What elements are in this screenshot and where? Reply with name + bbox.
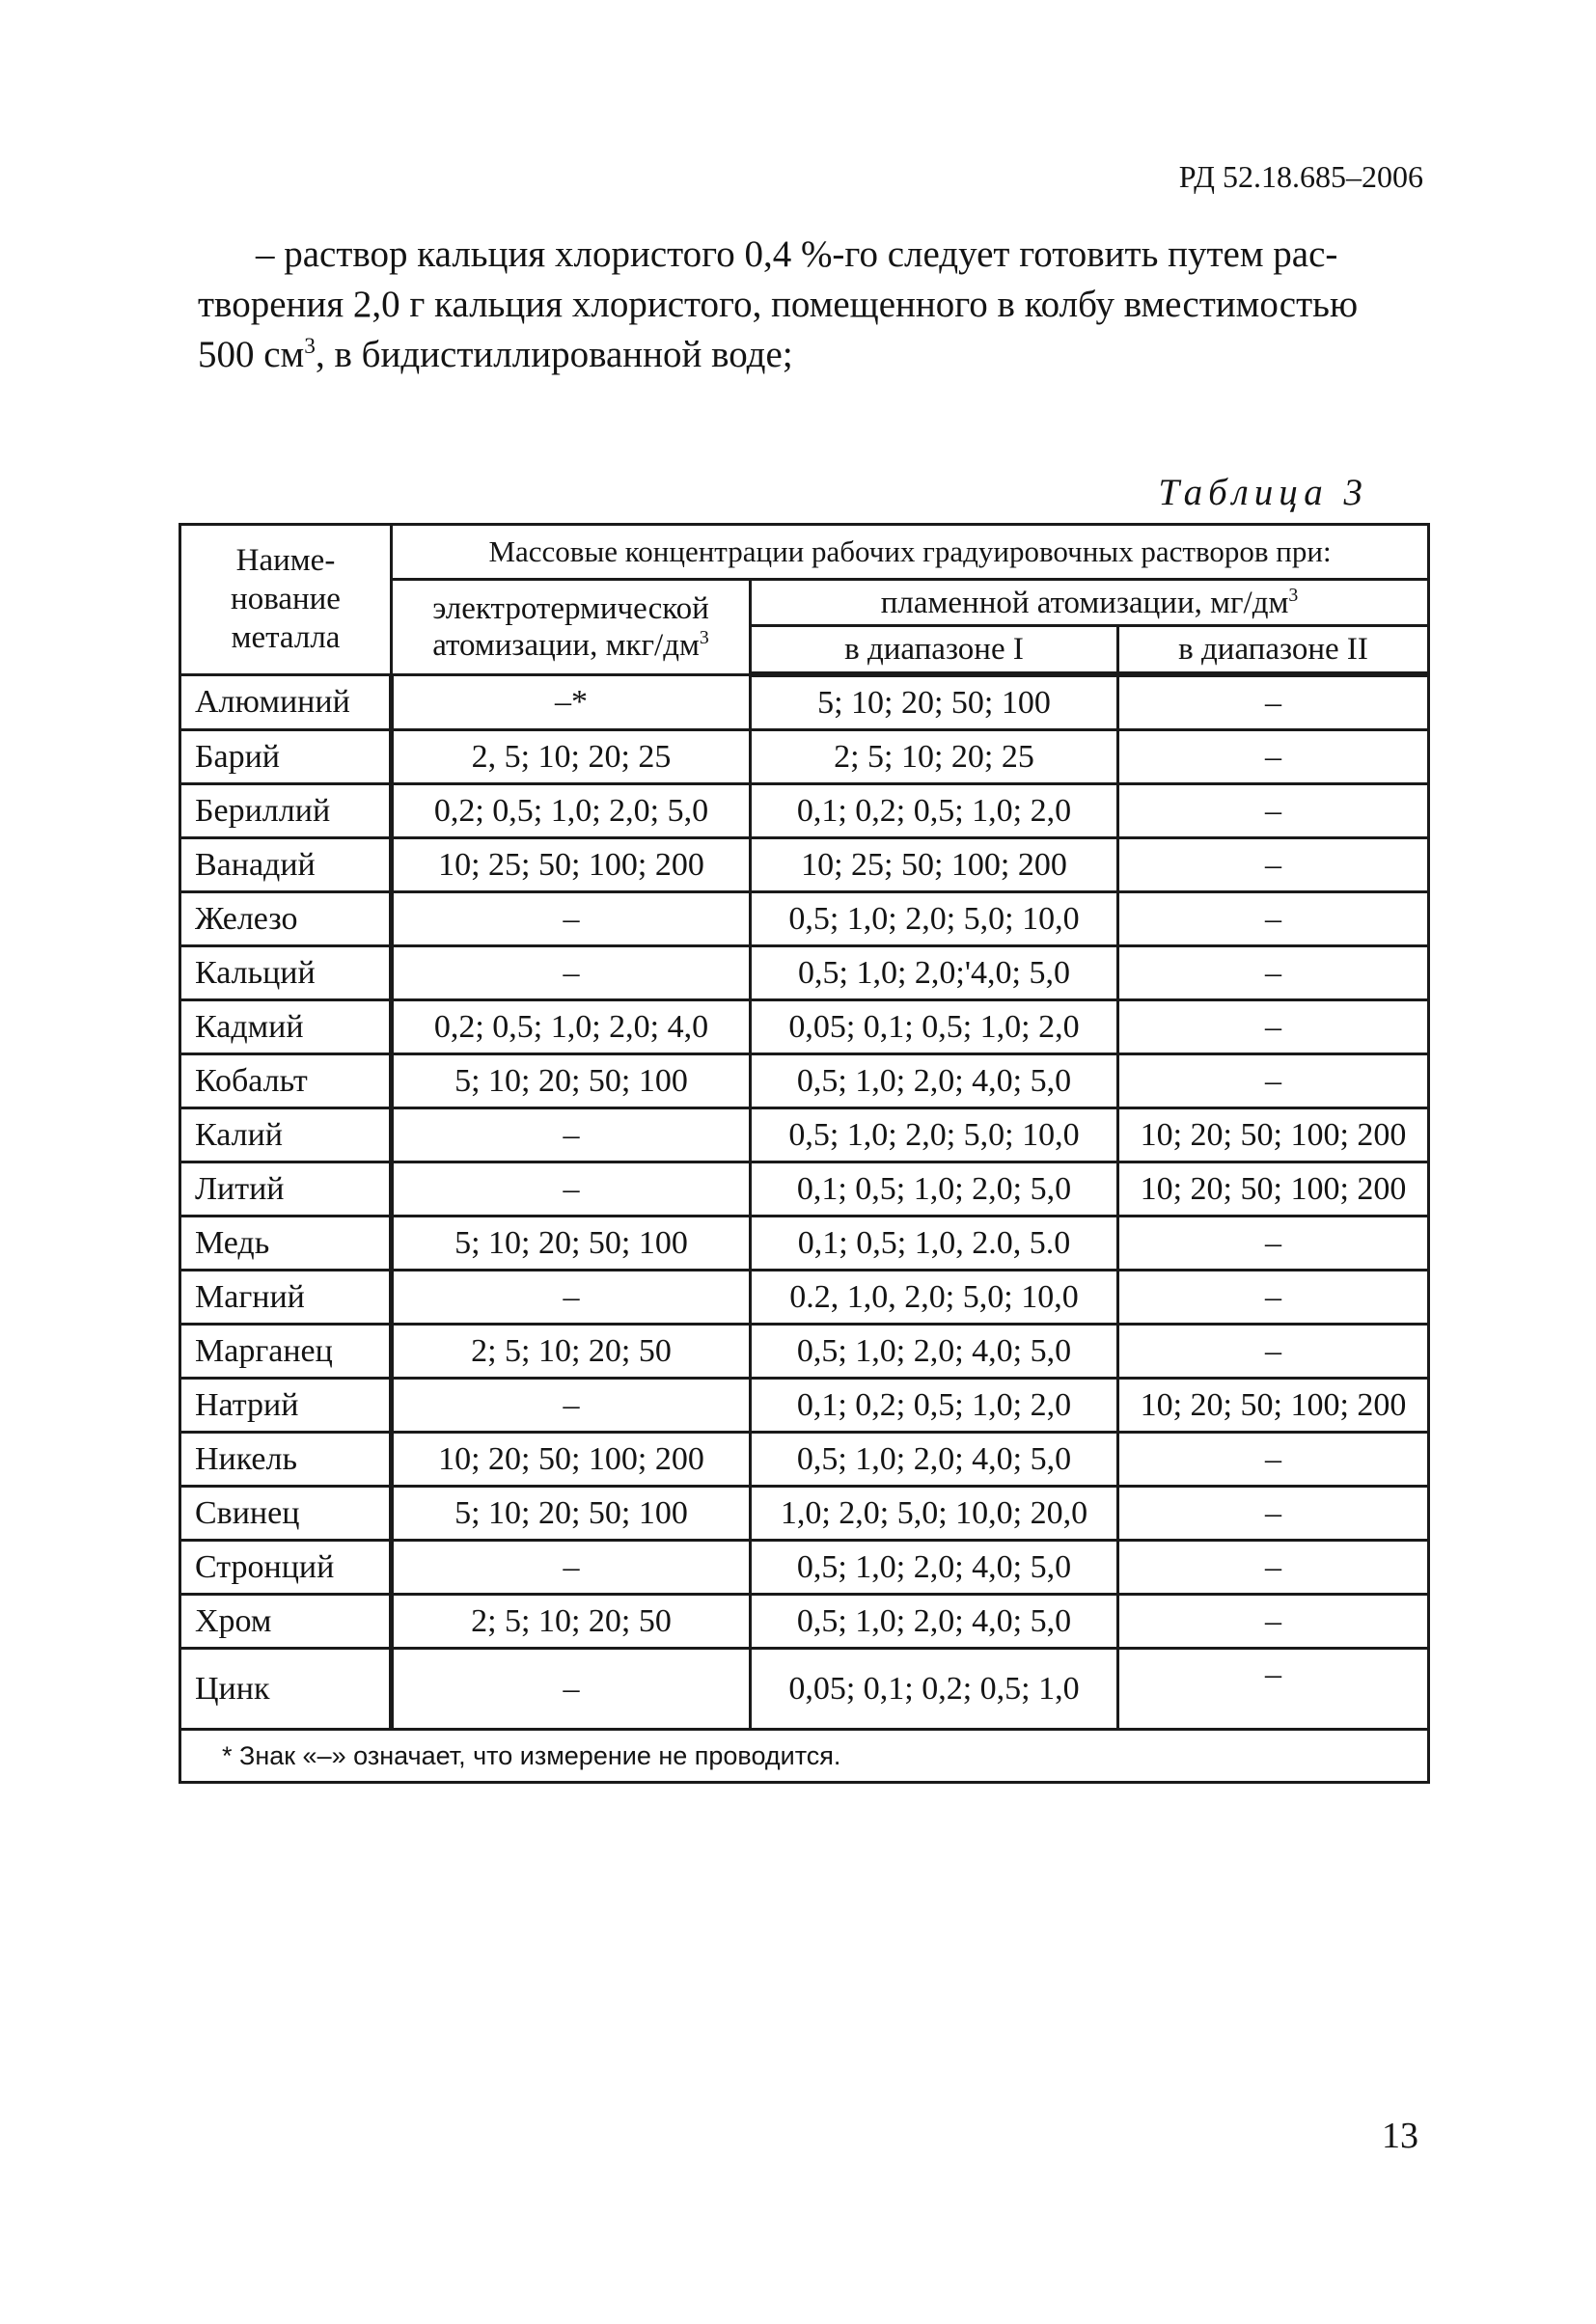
range-2-cell: – — [1118, 1541, 1429, 1595]
paragraph-line-1: – раствор кальция хлористого 0,4 %-го следует готовить путем рас- — [256, 233, 1338, 275]
header-flame — [751, 580, 1429, 626]
superscript-3: 3 — [304, 334, 316, 359]
metal-name-cell: Кадмий — [180, 1000, 392, 1054]
metal-name-cell: Калий — [180, 1108, 392, 1162]
table-row — [180, 838, 1429, 892]
page-number: 13 — [1382, 2116, 1418, 2156]
paragraph-line-3 — [198, 330, 1428, 380]
range-1-cell: 0,5; 1,0; 2,0; 4,0; 5,0 — [751, 1054, 1118, 1108]
header-electrothermal — [392, 580, 751, 675]
range-2-cell: – — [1118, 1217, 1429, 1271]
header-range-2: в диапазоне II — [1118, 626, 1429, 675]
range-2-cell: – — [1118, 730, 1429, 784]
range-1-cell: 0,5; 1,0; 2,0; 4,0; 5,0 — [751, 1433, 1118, 1487]
metal-name-cell: Хром — [180, 1595, 392, 1649]
header-mass-concentrations: Массовые концентрации рабочих градуировочных растворов при: — [392, 525, 1429, 580]
header-flame-text: пламенной атомизации, мг/дм — [880, 585, 1289, 620]
metal-name-cell: Цинк — [180, 1649, 392, 1730]
metal-name-cell: Никель — [180, 1433, 392, 1487]
metal-name-cell: Кобальт — [180, 1054, 392, 1108]
range-2-cell: – — [1118, 892, 1429, 946]
range-1-cell: 0,5; 1,0; 2,0; 5,0; 10,0 — [751, 1108, 1118, 1162]
table-row — [180, 1162, 1429, 1217]
range-1-cell: 1,0; 2,0; 5,0; 10,0; 20,0 — [751, 1487, 1118, 1541]
header-range-1: в диапазоне I — [751, 626, 1118, 675]
table-row — [180, 730, 1429, 784]
metal-name-cell: Барий — [180, 730, 392, 784]
metal-name-cell: Железо — [180, 892, 392, 946]
electrothermal-cell: 10; 25; 50; 100; 200 — [392, 838, 751, 892]
electrothermal-cell: 0,2; 0,5; 1,0; 2,0; 4,0 — [392, 1000, 751, 1054]
electrothermal-cell: – — [392, 1108, 751, 1162]
range-1-cell: 10; 25; 50; 100; 200 — [751, 838, 1118, 892]
electrothermal-cell: 5; 10; 20; 50; 100 — [392, 1217, 751, 1271]
metal-name-cell: Магний — [180, 1271, 392, 1325]
metal-name-cell: Стронций — [180, 1541, 392, 1595]
range-2-cell: – — [1118, 838, 1429, 892]
table-row — [180, 1271, 1429, 1325]
metal-name-cell: Марганец — [180, 1325, 392, 1379]
electrothermal-cell: 5; 10; 20; 50; 100 — [392, 1487, 751, 1541]
table-row — [180, 892, 1429, 946]
range-1-cell: 0,1; 0,2; 0,5; 1,0; 2,0 — [751, 784, 1118, 838]
metal-name-cell: Ванадий — [180, 838, 392, 892]
range-2-cell: – — [1118, 946, 1429, 1000]
header-metal-name-text: Наиме- нование металла — [231, 543, 341, 656]
electrothermal-cell: – — [392, 1649, 751, 1730]
metal-name-cell: Свинец — [180, 1487, 392, 1541]
electrothermal-cell: 5; 10; 20; 50; 100 — [392, 1054, 751, 1108]
range-2-cell: – — [1118, 674, 1429, 730]
table-row — [180, 1000, 1429, 1054]
electrothermal-cell: 2; 5; 10; 20; 50 — [392, 1325, 751, 1379]
metal-name-cell: Литий — [180, 1162, 392, 1217]
concentrations-table — [179, 523, 1430, 1784]
range-1-cell: 0,5; 1,0; 2,0; 4,0; 5,0 — [751, 1325, 1118, 1379]
electrothermal-cell: – — [392, 946, 751, 1000]
range-1-cell: 5; 10; 20; 50; 100 — [751, 674, 1118, 730]
electrothermal-cell: – — [392, 1271, 751, 1325]
table-row — [180, 1487, 1429, 1541]
range-2-cell: – — [1118, 784, 1429, 838]
range-2-cell: – — [1118, 1433, 1429, 1487]
range-2-cell: – — [1118, 1271, 1429, 1325]
range-1-cell: 0,05; 0,1; 0,2; 0,5; 1,0 — [751, 1649, 1118, 1730]
range-1-cell: 0,5; 1,0; 2,0; 4,0; 5,0 — [751, 1541, 1118, 1595]
table-caption: Таблица 3 — [1158, 472, 1368, 513]
table-row — [180, 1325, 1429, 1379]
electrothermal-cell: 10; 20; 50; 100; 200 — [392, 1433, 751, 1487]
metal-name-cell: Алюминий — [180, 674, 392, 730]
body-paragraph — [198, 230, 1428, 380]
electrothermal-cell: 2; 5; 10; 20; 50 — [392, 1595, 751, 1649]
metal-name-cell: Кальций — [180, 946, 392, 1000]
range-2-cell: 10; 20; 50; 100; 200 — [1118, 1162, 1429, 1217]
range-1-cell: 0,5; 1,0; 2,0; 4,0; 5,0 — [751, 1595, 1118, 1649]
table-footnote: * Знак «–» означает, что измерение не проводится. — [180, 1730, 1429, 1783]
range-2-cell: – — [1118, 1325, 1429, 1379]
header-flame-sup: 3 — [1288, 584, 1299, 606]
table-body — [180, 674, 1429, 1730]
range-1-cell: 0,1; 0,2; 0,5; 1,0; 2,0 — [751, 1379, 1118, 1433]
paragraph-line-2: творения 2,0 г кальция хлористого, помещенного в колбу вместимостью — [198, 284, 1359, 325]
range-1-cell: 0.2, 1,0, 2,0; 5,0; 10,0 — [751, 1271, 1118, 1325]
range-2-cell: – — [1118, 1595, 1429, 1649]
range-2-cell: – — [1118, 1000, 1429, 1054]
table-row — [180, 1217, 1429, 1271]
range-1-cell: 2; 5; 10; 20; 25 — [751, 730, 1118, 784]
table-row — [180, 1108, 1429, 1162]
electrothermal-cell: – — [392, 1379, 751, 1433]
table-row — [180, 1595, 1429, 1649]
range-1-cell: 0,05; 0,1; 0,5; 1,0; 2,0 — [751, 1000, 1118, 1054]
table-row — [180, 1054, 1429, 1108]
table-row — [180, 1541, 1429, 1595]
range-2-cell: 10; 20; 50; 100; 200 — [1118, 1379, 1429, 1433]
metal-name-cell: Натрий — [180, 1379, 392, 1433]
electrothermal-cell: 2, 5; 10; 20; 25 — [392, 730, 751, 784]
electrothermal-cell: – — [392, 1162, 751, 1217]
electrothermal-cell: – — [392, 1541, 751, 1595]
table-row — [180, 784, 1429, 838]
header-metal-name — [180, 525, 392, 675]
header-electrothermal-text: электротермической атомизации, мкг/дм — [432, 590, 709, 663]
table-row — [180, 1433, 1429, 1487]
range-1-cell: 0,1; 0,5; 1,0; 2,0; 5,0 — [751, 1162, 1118, 1217]
paragraph-line-3-start: 500 см — [198, 334, 305, 375]
range-2-cell: – — [1118, 1054, 1429, 1108]
range-2-cell: – — [1118, 1487, 1429, 1541]
paragraph-line-3-end: , в бидистиллированной воде; — [315, 334, 793, 375]
range-1-cell: 0,1; 0,5; 1,0, 2.0, 5.0 — [751, 1217, 1118, 1271]
electrothermal-cell: –* — [392, 674, 751, 730]
range-2-cell: 10; 20; 50; 100; 200 — [1118, 1108, 1429, 1162]
table-row — [180, 1379, 1429, 1433]
header-electrothermal-sup: 3 — [699, 626, 709, 648]
range-1-cell: 0,5; 1,0; 2,0; 5,0; 10,0 — [751, 892, 1118, 946]
table-row — [180, 1649, 1429, 1730]
electrothermal-cell: – — [392, 892, 751, 946]
table-row — [180, 946, 1429, 1000]
electrothermal-cell: 0,2; 0,5; 1,0; 2,0; 5,0 — [392, 784, 751, 838]
metal-name-cell: Медь — [180, 1217, 392, 1271]
table-row — [180, 674, 1429, 730]
range-1-cell: 0,5; 1,0; 2,0;'4,0; 5,0 — [751, 946, 1118, 1000]
range-2-cell: – — [1118, 1649, 1429, 1730]
metal-name-cell: Бериллий — [180, 784, 392, 838]
document-code: РД 52.18.685–2006 — [1178, 159, 1423, 194]
